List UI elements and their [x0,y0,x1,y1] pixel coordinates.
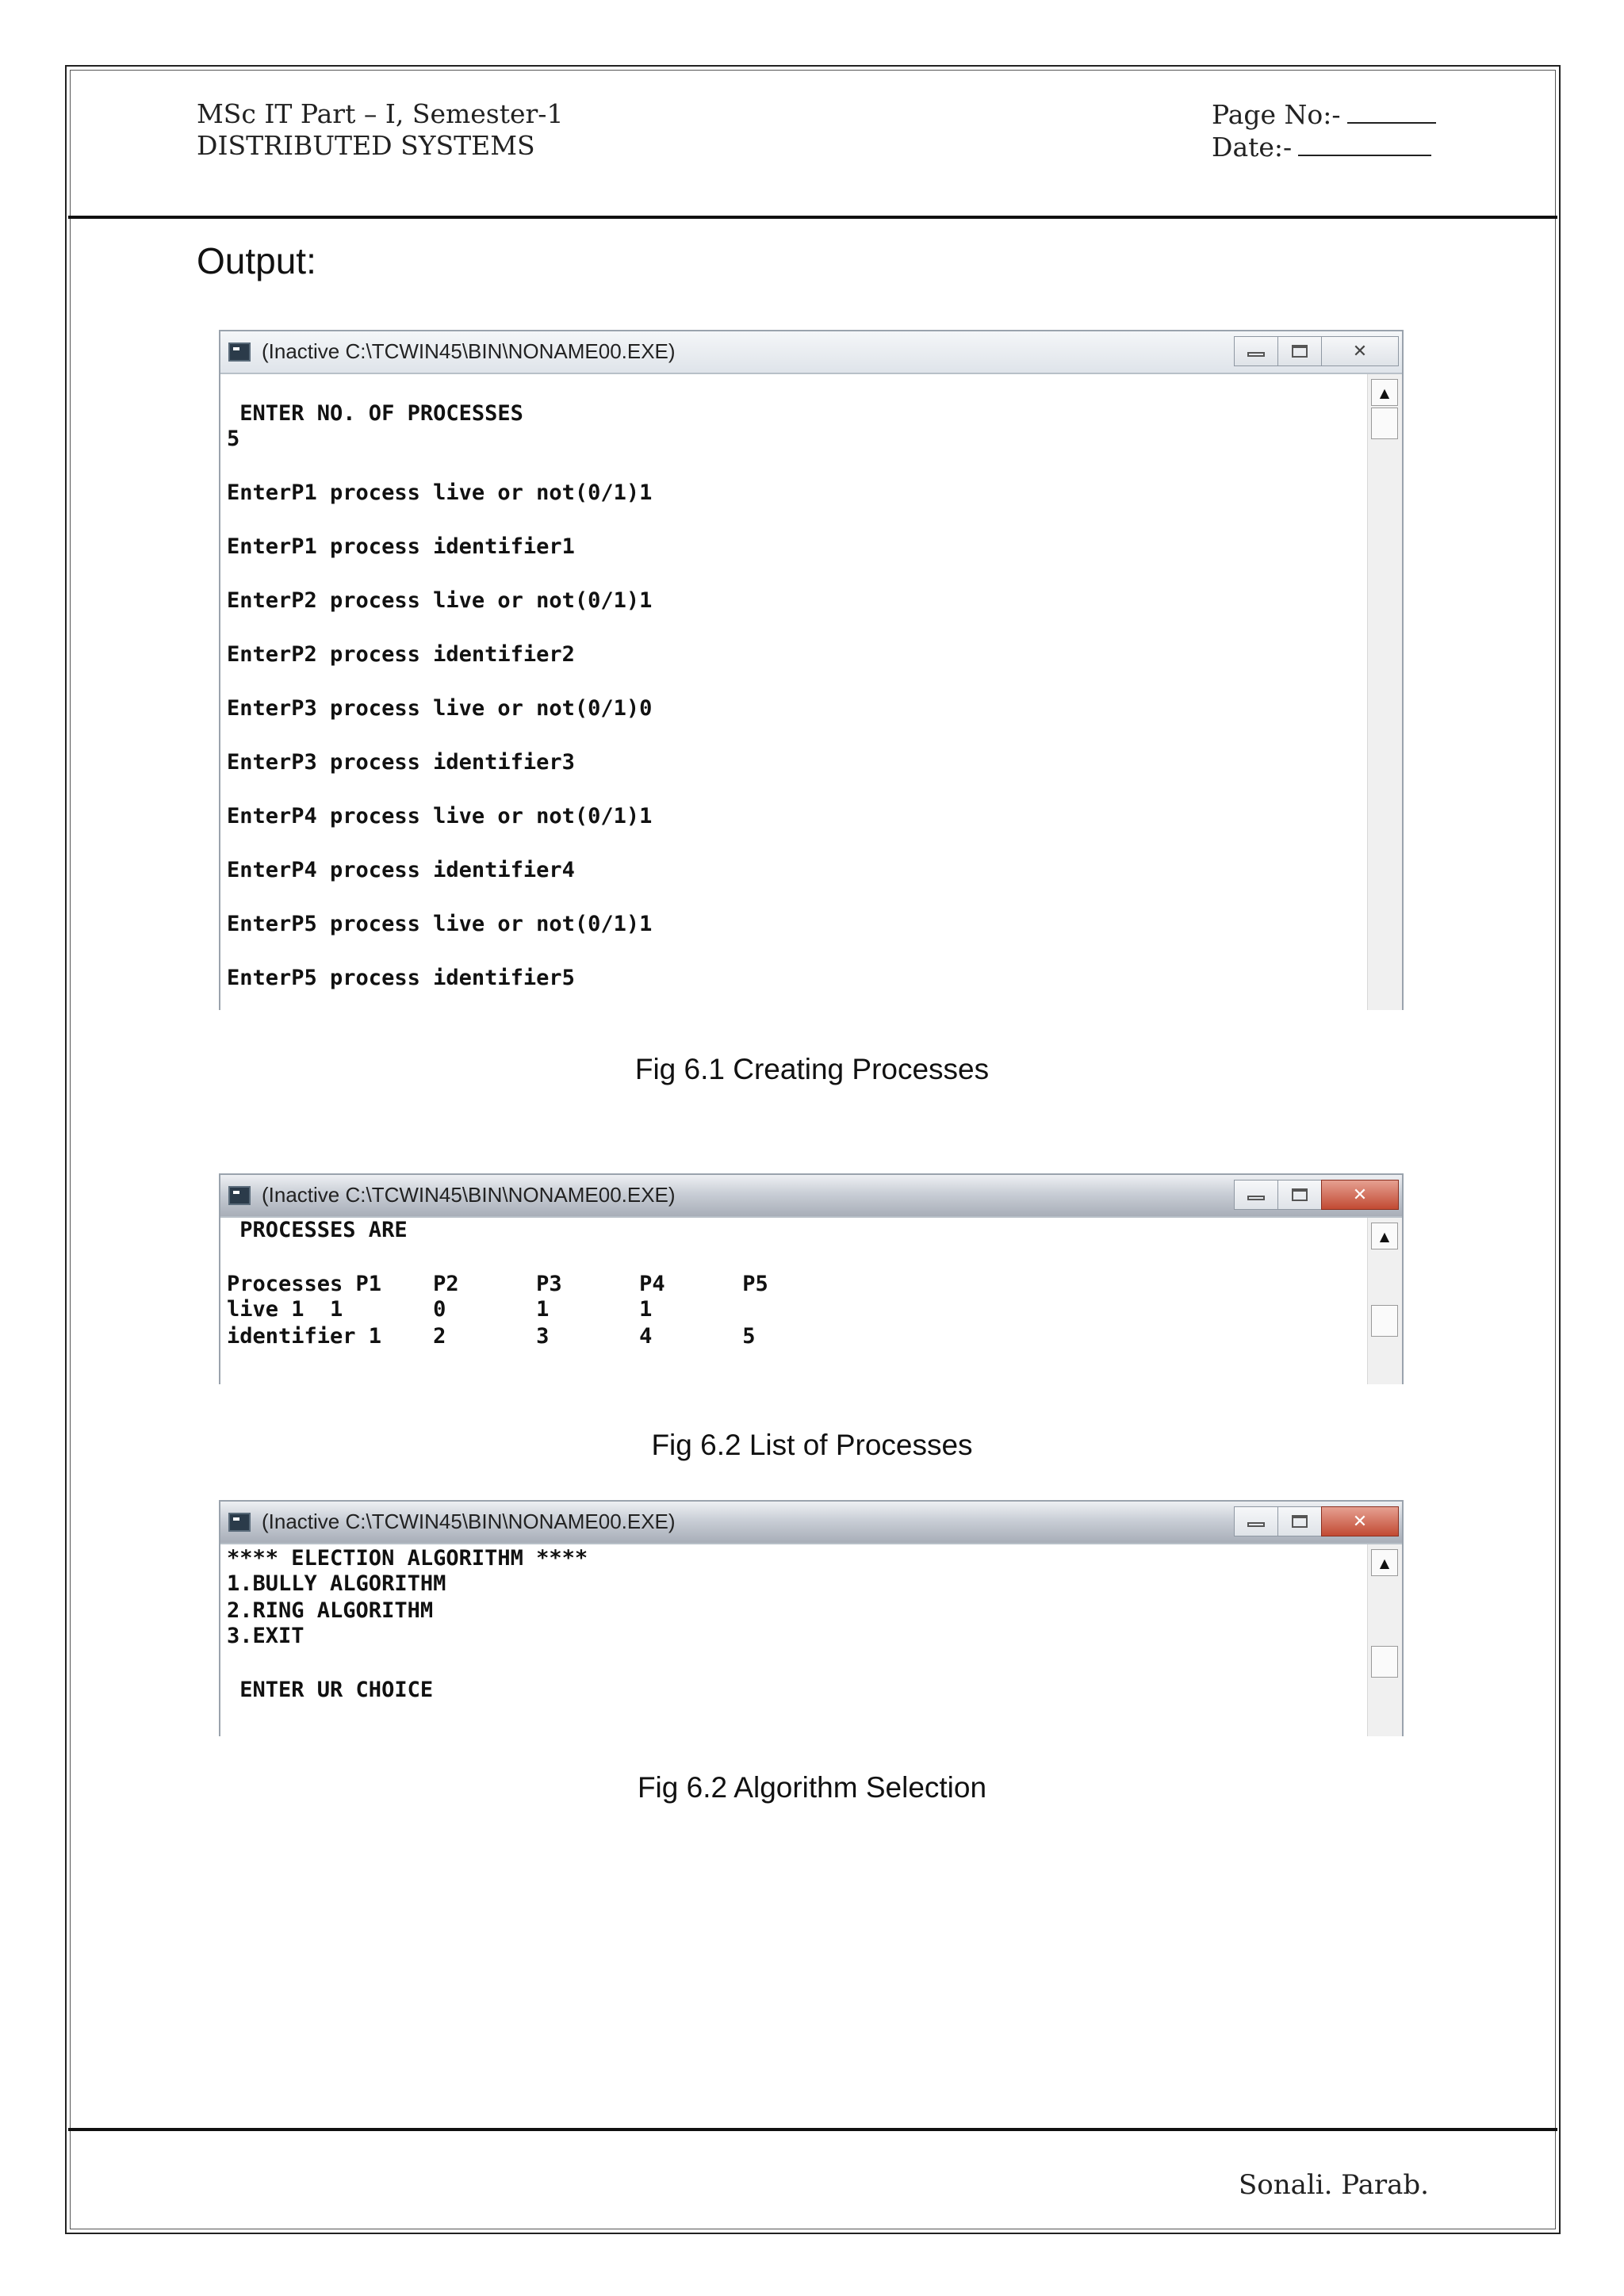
window-titlebar[interactable] [220,331,1402,374]
console-line: EnterP4 process identifier4 [227,858,575,882]
console-line: live 1 1 0 1 1 [227,1297,653,1322]
window-controls [1234,1180,1399,1211]
close-icon: ✕ [1352,1184,1368,1205]
date-blank [1298,131,1431,156]
window-title: (Inactive C:\TCWIN45\BIN\NONAME00.EXE) [262,1183,676,1207]
console-line: 2.RING ALGORITHM [227,1598,434,1623]
header-rule [68,216,1557,219]
vertical-scrollbar[interactable] [1367,1544,1402,1736]
console-output [220,374,1367,1010]
console-app-icon [228,1513,251,1532]
minimize-icon [1247,1522,1265,1527]
figure-caption: Fig 6.2 List of Processes [651,1429,973,1461]
console-line: **** ELECTION ALGORITHM **** [227,1546,588,1571]
maximize-icon [1292,345,1308,358]
header-left [197,98,563,162]
scrollbar-thumb[interactable] [1371,1646,1398,1678]
page-number-blank [1347,98,1436,124]
footer-rule [68,2128,1557,2131]
console-line: 3.EXIT [227,1624,304,1648]
maximize-button[interactable] [1277,336,1322,366]
minimize-button[interactable] [1234,1180,1278,1210]
console-window-list-of-processes [219,1173,1404,1384]
console-app-icon [228,1186,251,1205]
console-line: EnterP5 process identifier5 [227,966,575,990]
maximize-icon [1292,1515,1308,1528]
author-name: Sonali. Parab. [1238,2169,1429,2201]
scrollbar-thumb[interactable] [1371,1305,1398,1337]
close-button[interactable] [1321,1506,1399,1536]
close-button[interactable] [1321,336,1399,366]
console-line: EnterP3 process live or not(0/1)0 [227,696,653,721]
console-line: 5 [227,427,240,451]
console-line: EnterP2 process live or not(0/1)1 [227,588,653,613]
window-controls [1234,1506,1399,1538]
console-line: EnterP1 process live or not(0/1)1 [227,480,653,505]
window-controls [1234,336,1399,368]
minimize-icon [1247,1196,1265,1200]
subject-title: DISTRIBUTED SYSTEMS [197,130,535,161]
console-output [220,1544,1367,1736]
console-line: Processes P1 P2 P3 P4 P5 [227,1272,768,1296]
console-window-creating-processes [219,330,1404,1010]
close-button[interactable] [1321,1180,1399,1210]
output-heading: Output: [197,240,316,281]
minimize-icon [1247,352,1265,357]
window-title: (Inactive C:\TCWIN45\BIN\NONAME00.EXE) [262,339,676,363]
vertical-scrollbar[interactable] [1367,1218,1402,1384]
window-title: (Inactive C:\TCWIN45\BIN\NONAME00.EXE) [262,1510,676,1533]
console-app-icon [228,342,251,362]
maximize-button[interactable] [1277,1506,1322,1536]
window-titlebar[interactable] [220,1175,1402,1218]
scroll-up-arrow-icon[interactable]: ▲ [1371,1223,1398,1249]
scrollbar-thumb[interactable] [1371,408,1398,439]
header-right [1212,98,1436,163]
scroll-up-arrow-icon[interactable]: ▲ [1371,379,1398,406]
figure-caption: Fig 6.1 Creating Processes [634,1053,990,1085]
maximize-button[interactable] [1277,1180,1322,1210]
console-line: EnterP1 process identifier1 [227,534,575,559]
console-window-algorithm-selection [219,1500,1404,1736]
scroll-up-arrow-icon[interactable]: ▲ [1371,1549,1398,1576]
page-number-label: Page No:- [1212,99,1341,130]
minimize-button[interactable] [1234,1506,1278,1536]
console-line: EnterP4 process live or not(0/1)1 [227,804,653,828]
console-line: ENTER UR CHOICE [227,1678,434,1702]
vertical-scrollbar[interactable] [1367,374,1402,1010]
console-line: PROCESSES ARE [227,1218,408,1242]
console-line: ENTER NO. OF PROCESSES [227,401,523,426]
console-line: EnterP2 process identifier2 [227,642,575,667]
console-line: EnterP5 process live or not(0/1)1 [227,912,653,936]
console-line: 1.BULLY ALGORITHM [227,1571,446,1596]
date-label: Date:- [1212,132,1293,163]
close-icon: ✕ [1352,1511,1368,1532]
console-output [220,1218,1367,1384]
window-titlebar[interactable] [220,1502,1402,1544]
minimize-button[interactable] [1234,336,1278,366]
console-line: EnterP3 process identifier3 [227,750,575,775]
console-line: identifier 1 2 3 4 5 [227,1324,756,1349]
maximize-icon [1292,1188,1308,1201]
close-icon: ✕ [1352,341,1368,362]
course-title: MSc IT Part – I, Semester-1 [197,98,564,129]
figure-caption: Fig 6.2 Algorithm Selection [637,1771,987,1804]
